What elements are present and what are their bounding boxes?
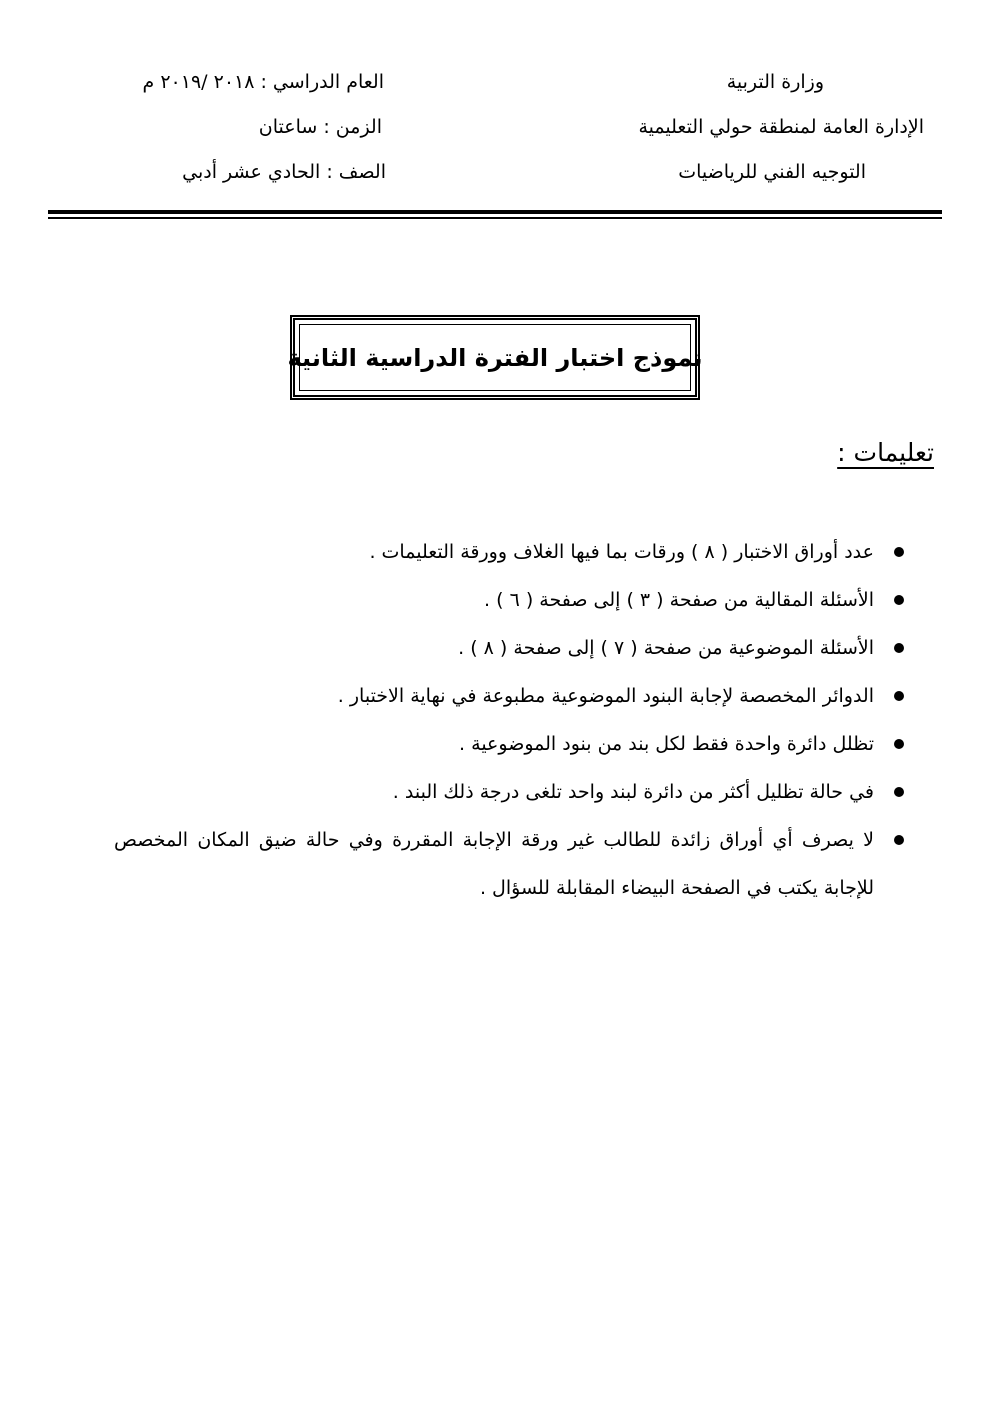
instruction-text: الدوائر المخصصة لإجابة البنود الموضوعية مطبوعة في نهاية الاختبار . bbox=[337, 685, 874, 707]
instruction-item bbox=[114, 576, 904, 624]
header-divider-thin bbox=[48, 217, 942, 219]
instruction-text: عدد أوراق الاختبار ( ٨ ) ورقات بما فيها الغلاف وورقة التعليمات . bbox=[369, 541, 874, 563]
header-divider-thick bbox=[48, 210, 942, 214]
instruction-item bbox=[114, 624, 904, 672]
instruction-item bbox=[114, 672, 904, 720]
title-box bbox=[287, 315, 703, 400]
bullet-icon bbox=[894, 739, 904, 749]
instruction-item bbox=[114, 768, 904, 816]
instruction-text: الأسئلة المقالية من صفحة ( ٣ ) إلى صفحة ( ٦ ) . bbox=[484, 589, 874, 611]
supervision-name: التوجيه الفني للرياضيات bbox=[678, 161, 866, 183]
instruction-list bbox=[114, 528, 904, 912]
instructions-heading: تعليمات : bbox=[837, 438, 934, 467]
bullet-icon bbox=[894, 547, 904, 557]
ministry-name: وزارة التربية bbox=[726, 71, 824, 93]
instruction-item bbox=[114, 720, 904, 768]
bullet-icon bbox=[894, 691, 904, 701]
bullet-icon bbox=[894, 787, 904, 797]
instruction-text: في حالة تظليل أكثر من دائرة لبند واحد تلغى درجة ذلك البند . bbox=[392, 781, 874, 803]
bullet-icon bbox=[894, 643, 904, 653]
instruction-item bbox=[114, 816, 904, 912]
instruction-text: الأسئلة الموضوعية من صفحة ( ٧ ) إلى صفحة ( ٨ ) . bbox=[458, 637, 874, 659]
instruction-text: لا يصرف أي أوراق زائدة للطالب غير ورقة الإجابة المقررة وفي حالة ضيق المكان المخصص للإجابة يكتب في الصفحة البيضاء المقابلة للسؤال . bbox=[114, 829, 874, 899]
exam-title: نموذج اختبار الفترة الدراسية الثانية bbox=[287, 343, 703, 372]
instruction-item bbox=[114, 528, 904, 576]
grade-level: الصف : الحادي عشر أدبي bbox=[182, 161, 386, 183]
academic-year: العام الدراسي : ٢٠١٨ /٢٠١٩ م bbox=[142, 71, 384, 93]
exam-duration: الزمن : ساعتان bbox=[258, 116, 382, 138]
bullet-icon bbox=[894, 595, 904, 605]
instruction-text: تظلل دائرة واحدة فقط لكل بند من بنود الموضوعية . bbox=[459, 733, 874, 755]
directorate-name: الإدارة العامة لمنطقة حولي التعليمية bbox=[638, 116, 924, 138]
bullet-icon bbox=[894, 835, 904, 845]
title-box-inner bbox=[287, 324, 703, 391]
